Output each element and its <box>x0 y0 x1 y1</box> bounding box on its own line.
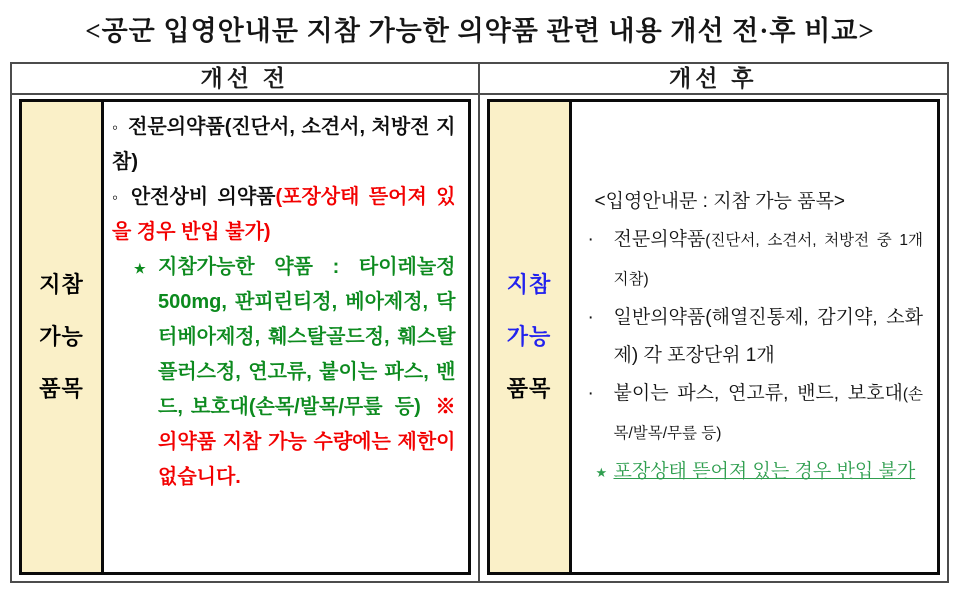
star-icon: ★ <box>595 465 608 480</box>
before-item-allowed-list <box>112 250 456 495</box>
before-label-line-1: 지참 <box>39 272 84 297</box>
dot-bullet-icon: · <box>587 307 594 328</box>
after-column-header: 개선 후 <box>669 66 758 91</box>
before-inner-box <box>19 99 471 575</box>
after-item-prescription <box>582 221 924 299</box>
after-inner-box <box>487 99 941 575</box>
before-protectors-text: 보호대(손목/발목/무릎 등) <box>190 396 421 418</box>
before-item-otc-text: 안전상비 의약품 <box>130 186 276 208</box>
before-item-otc-warning: (포장상태 뜯어져 있을 경우 반입 불가) <box>112 186 456 243</box>
before-item-prescription <box>112 110 456 180</box>
page-title: <공군 입영안내문 지참 가능한 의약품 관련 내용 개선 전·후 비교> <box>85 16 875 46</box>
before-column-header: 개선 전 <box>12 64 480 93</box>
after-item-prescription-text: 전문의약품 <box>613 229 706 250</box>
before-label-line-3: 품목 <box>39 376 84 401</box>
after-packaging-note <box>582 453 924 491</box>
before-item-otc <box>112 180 456 250</box>
before-label-line-2: 가능 <box>39 324 84 349</box>
after-item-patches <box>582 375 924 453</box>
before-content <box>104 102 468 572</box>
after-packaging-note-text: 포장상태 뜯어져 있는 경우 반입 불가 <box>613 461 916 482</box>
after-item-prescription-detail: (진단서, 소견서, 처방전 중 1개 지참) <box>613 232 923 288</box>
before-quantity-note: ※ 의약품 지참 가능 수량에는 제한이 없습니다. <box>158 396 456 488</box>
after-item-general <box>582 299 924 375</box>
after-label-line-3: 품목 <box>506 376 552 401</box>
after-label-line-2: 가능 <box>506 324 552 349</box>
after-item-general-text: 일반의약품(해열진통제, 감기약, 소화제) 각 포장단위 1개 <box>613 307 923 366</box>
after-item-patches-detail: (손목/발목/무릎 등) <box>613 386 923 442</box>
after-heading: <입영안내문 : 지참 가능 품목> <box>594 191 845 212</box>
table-body-row <box>12 95 947 581</box>
after-content <box>572 102 938 572</box>
after-panel <box>480 95 948 581</box>
after-label-cell <box>490 102 572 572</box>
comparison-table <box>10 62 949 583</box>
after-item-patches-text: 붙이는 파스, 연고류, 밴드, 보호대 <box>613 383 903 404</box>
before-item-prescription-text: 전문의약품(진단서, 소견서, 처방전 지참) <box>112 116 456 173</box>
after-label-line-1: 지참 <box>506 272 552 297</box>
before-allowed-medicines-text: 지참가능한 약품 : 타이레놀정 500mg, 판피린티정, 베아제정, 닥터베아제정, 훼스탈골드정, 훼스탈플러스정, 연고류, 붙이는 파스, 밴드, <box>158 256 456 418</box>
table-header-row <box>12 64 947 95</box>
before-label-cell <box>22 102 104 572</box>
dot-bullet-icon: · <box>587 229 594 250</box>
dot-bullet-icon: · <box>587 383 594 404</box>
star-icon: ★ <box>134 261 146 276</box>
circle-bullet-icon: ◦ <box>112 188 122 207</box>
before-panel <box>12 95 480 581</box>
circle-bullet-icon: ◦ <box>112 118 120 137</box>
